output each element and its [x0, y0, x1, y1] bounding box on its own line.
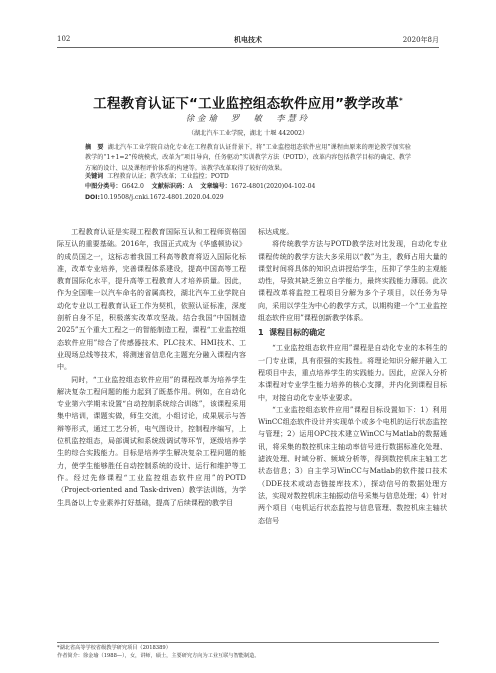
keywords-text: 工程教育认证；教学改革；工业监控；POTD [107, 173, 229, 180]
paragraph: 标达成度。 [258, 227, 294, 236]
section-title: 课程目标的确定 [269, 328, 326, 338]
article-title [40, 92, 456, 112]
article-no-value: 1672-4801(2020)04-102-04 [230, 183, 316, 190]
clc-value: G642.0 [121, 183, 144, 190]
abstract-label: 摘 要 [85, 144, 104, 151]
footnote-fund: *湖北省高等学校省级教学研究项目（2018389） [57, 645, 171, 651]
abstract [85, 143, 411, 174]
body-column-left [57, 226, 246, 509]
paragraph: 同时，“工业监控组态软件应用”的课程改革为培养学生解决复杂工程问题的能力起到了既基作用。例如，在自动化专业第六学期末设置“自动控制系统综合训练”，该课程采用集中培训，课题实做，师生交流，小组讨论，成果展示与答辩等形式，通过工艺分析，电气图设计，控制程序编写，上位机监控组态，局部调试和系统级调试等环节，逐级培养学生的综合实践能力。目标是培养学生解决复杂工程问题的能力，使学生能够胜任自动控制系统的设计、运行和维护等工作。经过先修课程“工业监控组态软件应用”的POTD（Project-oriented and Task-driven）教学法训练，为学生具备以上专业素养打好基础，提高了后续课程的教学目 [57, 374, 246, 507]
keywords-label: 关键词 [85, 173, 104, 180]
issue-date: 2020年8月 [402, 36, 439, 44]
paragraph: “工业监控组态软件应用”课程目标设置如下：1）利用WinCC组态软件设计并实现单个或多个电机的运行状态监控与管理；2）运用OPC技术建立WinCC与Matlab的数据通讯，将采集的数控机床主轴动率信号进行数据标准化处理、滤波处理、时域分析、频域分析等，得到数控机床主轴工艺状态信息；3）自主学习WinCC与Matlab的软件接口技术（DDE技术或动态链接库技术），探动信号的数据处理方法，实现对数控机床主轴振动信号采集与信息处理；4）针对两个项目（电机运行状态监控与信息管理、数控机床主轴状态信号 [258, 404, 447, 525]
running-header [57, 31, 439, 48]
section-heading [258, 326, 447, 340]
paragraph: “工业监控组态软件应用”课程是自动化专业的本科生的一门专业课，具有很强的实践性。将理论知识分解并融入工程项目中去，重点培养学生的实践能力。因此，应深入分析本课程对专业学生能力培养的核心支撑，并内化到课程目标中，对接自动化专业毕业要求。 [258, 343, 447, 402]
doc-code-value: A [188, 183, 193, 190]
page-number: 102 [57, 35, 71, 43]
abstract-text: 湖北汽车工业学院自动化专业在工程教育认证背景下，将“工业监控组态软件应用”课程由原来的理论教学加实验教学的“1+1=2”传统模式，改革为“项目导向，任务驱动”实训教学方法（POTD），改革内容包括教学目标的确定、教学方案的设计、以及课程评价体系的构建等。该教学改革取得了较好的效果。 [85, 144, 412, 172]
doi-value: 10.19508/j.cnki.1672-4801.2020.04.029 [99, 194, 224, 201]
paragraph: 将传统教学方法与POTD教学法对比发现，自动化专业课程传统的教学方法大多采用以“教”为主，教师占用大量的课堂时间将具体的知识点讲授给学生，压抑了学生的主观能动性，导致其缺乏独立自学能力，最终实践能力薄弱。此次课程改革将监控工程项目分解为多个子项目，以任务为导向，采用以学生为中心的教学方式，以期构建一个“工业监控组态软件应用”课程创新教学体系。 [258, 239, 447, 323]
section-number: 1 [258, 328, 264, 338]
doc-code-label: 文献标识码： [151, 183, 189, 190]
paragraph: 工程教育认证是实现工程教育国际互认和工程师资格国际互认的重要基础。2016年，我国正式成为《华盛顿协议》的成员国之一，这标志着我国工科高等教育将迈入国际化标准，改革专业培养，完善课程体系建设，提高中国高等工程教育国际化水平，提升高等工程教育人才培养质量。因此，作为全国唯一以汽车命名的省属高校，湖北汽车工业学院自动化专业以工程教育认证工作为契机，依照认证标准，深度剖析自身不足，积极落实改革攻坚战。结合我国“中国制造2025”五个重大工程之一的智能制造工程，课程“工业监控组态软件应用”综合了传感器技术、PLC技术、HMI技术、工业现场总线等技术，将测速省信息化主题充分融入课程内容中。 [57, 227, 246, 372]
doi-line [85, 193, 436, 203]
title-text: 工程教育认证下“工业监控组态软件应用”教学改革 [93, 96, 399, 112]
journal-name: 机电技术 [234, 36, 262, 44]
keywords [85, 172, 436, 182]
footnote [57, 642, 439, 660]
doi-label: DOI: [85, 194, 100, 201]
classification-line [85, 182, 436, 192]
clc-label: 中图分类号： [85, 183, 122, 190]
footnote-author: 作者简介：徐金瑜（1988—），女，讲师，硕士，主要研究方向为工业互联与智能制造。 [57, 653, 260, 659]
affiliation: （湖北汽车工业学院，湖北 十堰 442002） [187, 130, 309, 137]
authors: 徐金瑜 罗 敏 李慧玲 [185, 113, 311, 123]
title-footnote-mark: * [398, 96, 403, 105]
article-no-label: 文章编号： [200, 183, 231, 190]
body-column-right [258, 226, 447, 527]
